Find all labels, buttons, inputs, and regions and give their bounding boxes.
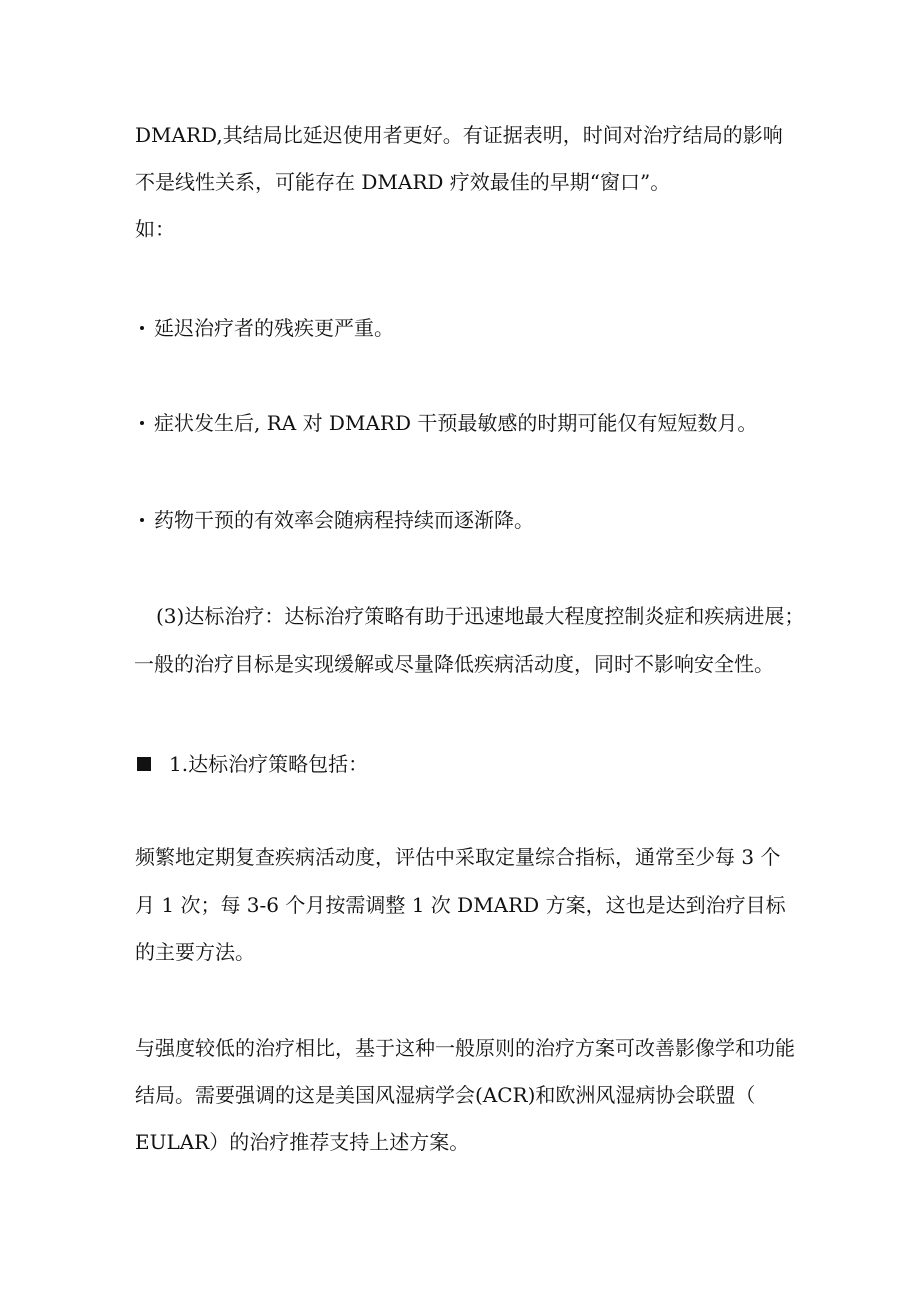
- bullet-dot-icon: [140, 326, 144, 330]
- paragraph-3-line-1: 频繁地定期复查疾病活动度，评估中采取定量综合指标，通常至少每 3 个: [135, 845, 781, 869]
- square-bullet-icon: [137, 757, 151, 771]
- paragraph-4-line-1: 与强度较低的治疗相比，基于这种一般原则的治疗方案可改善影像学和功能: [135, 1036, 795, 1060]
- paragraph-3-line-2: 月 1 次；每 3-6 个月按需调整 1 次 DMARD 方案，这也是达到治疗目标: [135, 893, 786, 917]
- bullet-text: 药物干预的有效率会随病程持续而逐渐降。: [154, 508, 534, 532]
- bullet-item-3: [140, 508, 534, 532]
- intro-text: 如：: [135, 217, 175, 241]
- section-heading-text: 1.达标治疗策略包括：: [169, 752, 369, 776]
- section-heading: [137, 752, 368, 776]
- paragraph-3-line-3: 的主要方法。: [135, 940, 255, 964]
- paragraph-2-line-1: (3)达标治疗：达标治疗策略有助于迅速地最大程度控制炎症和疾病进展；: [156, 604, 805, 628]
- bullet-text: 延迟治疗者的残疾更严重。: [154, 316, 394, 340]
- bullet-dot-icon: [140, 421, 144, 425]
- paragraph-2-line-2: 一般的治疗目标是实现缓解或尽量降低疾病活动度，同时不影响安全性。: [134, 652, 774, 676]
- bullet-item-1: [140, 316, 394, 340]
- paragraph-1-line-1: DMARD,其结局比延迟使用者更好。有证据表明，时间对治疗结局的影响: [135, 123, 783, 147]
- paragraph-4-line-3: EULAR）的治疗推荐支持上述方案。: [135, 1130, 470, 1154]
- paragraph-1-line-2: 不是线性关系，可能存在 DMARD 疗效最佳的早期“窗口”。: [135, 170, 671, 194]
- bullet-item-2: [140, 411, 757, 435]
- bullet-dot-icon: [140, 518, 144, 522]
- bullet-text: 症状发生后, RA 对 DMARD 干预最敏感的时期可能仅有短短数月。: [154, 411, 758, 435]
- paragraph-4-line-2: 结局。需要强调的这是美国风湿病学会(ACR)和欧洲风湿病协会联盟（: [135, 1083, 756, 1107]
